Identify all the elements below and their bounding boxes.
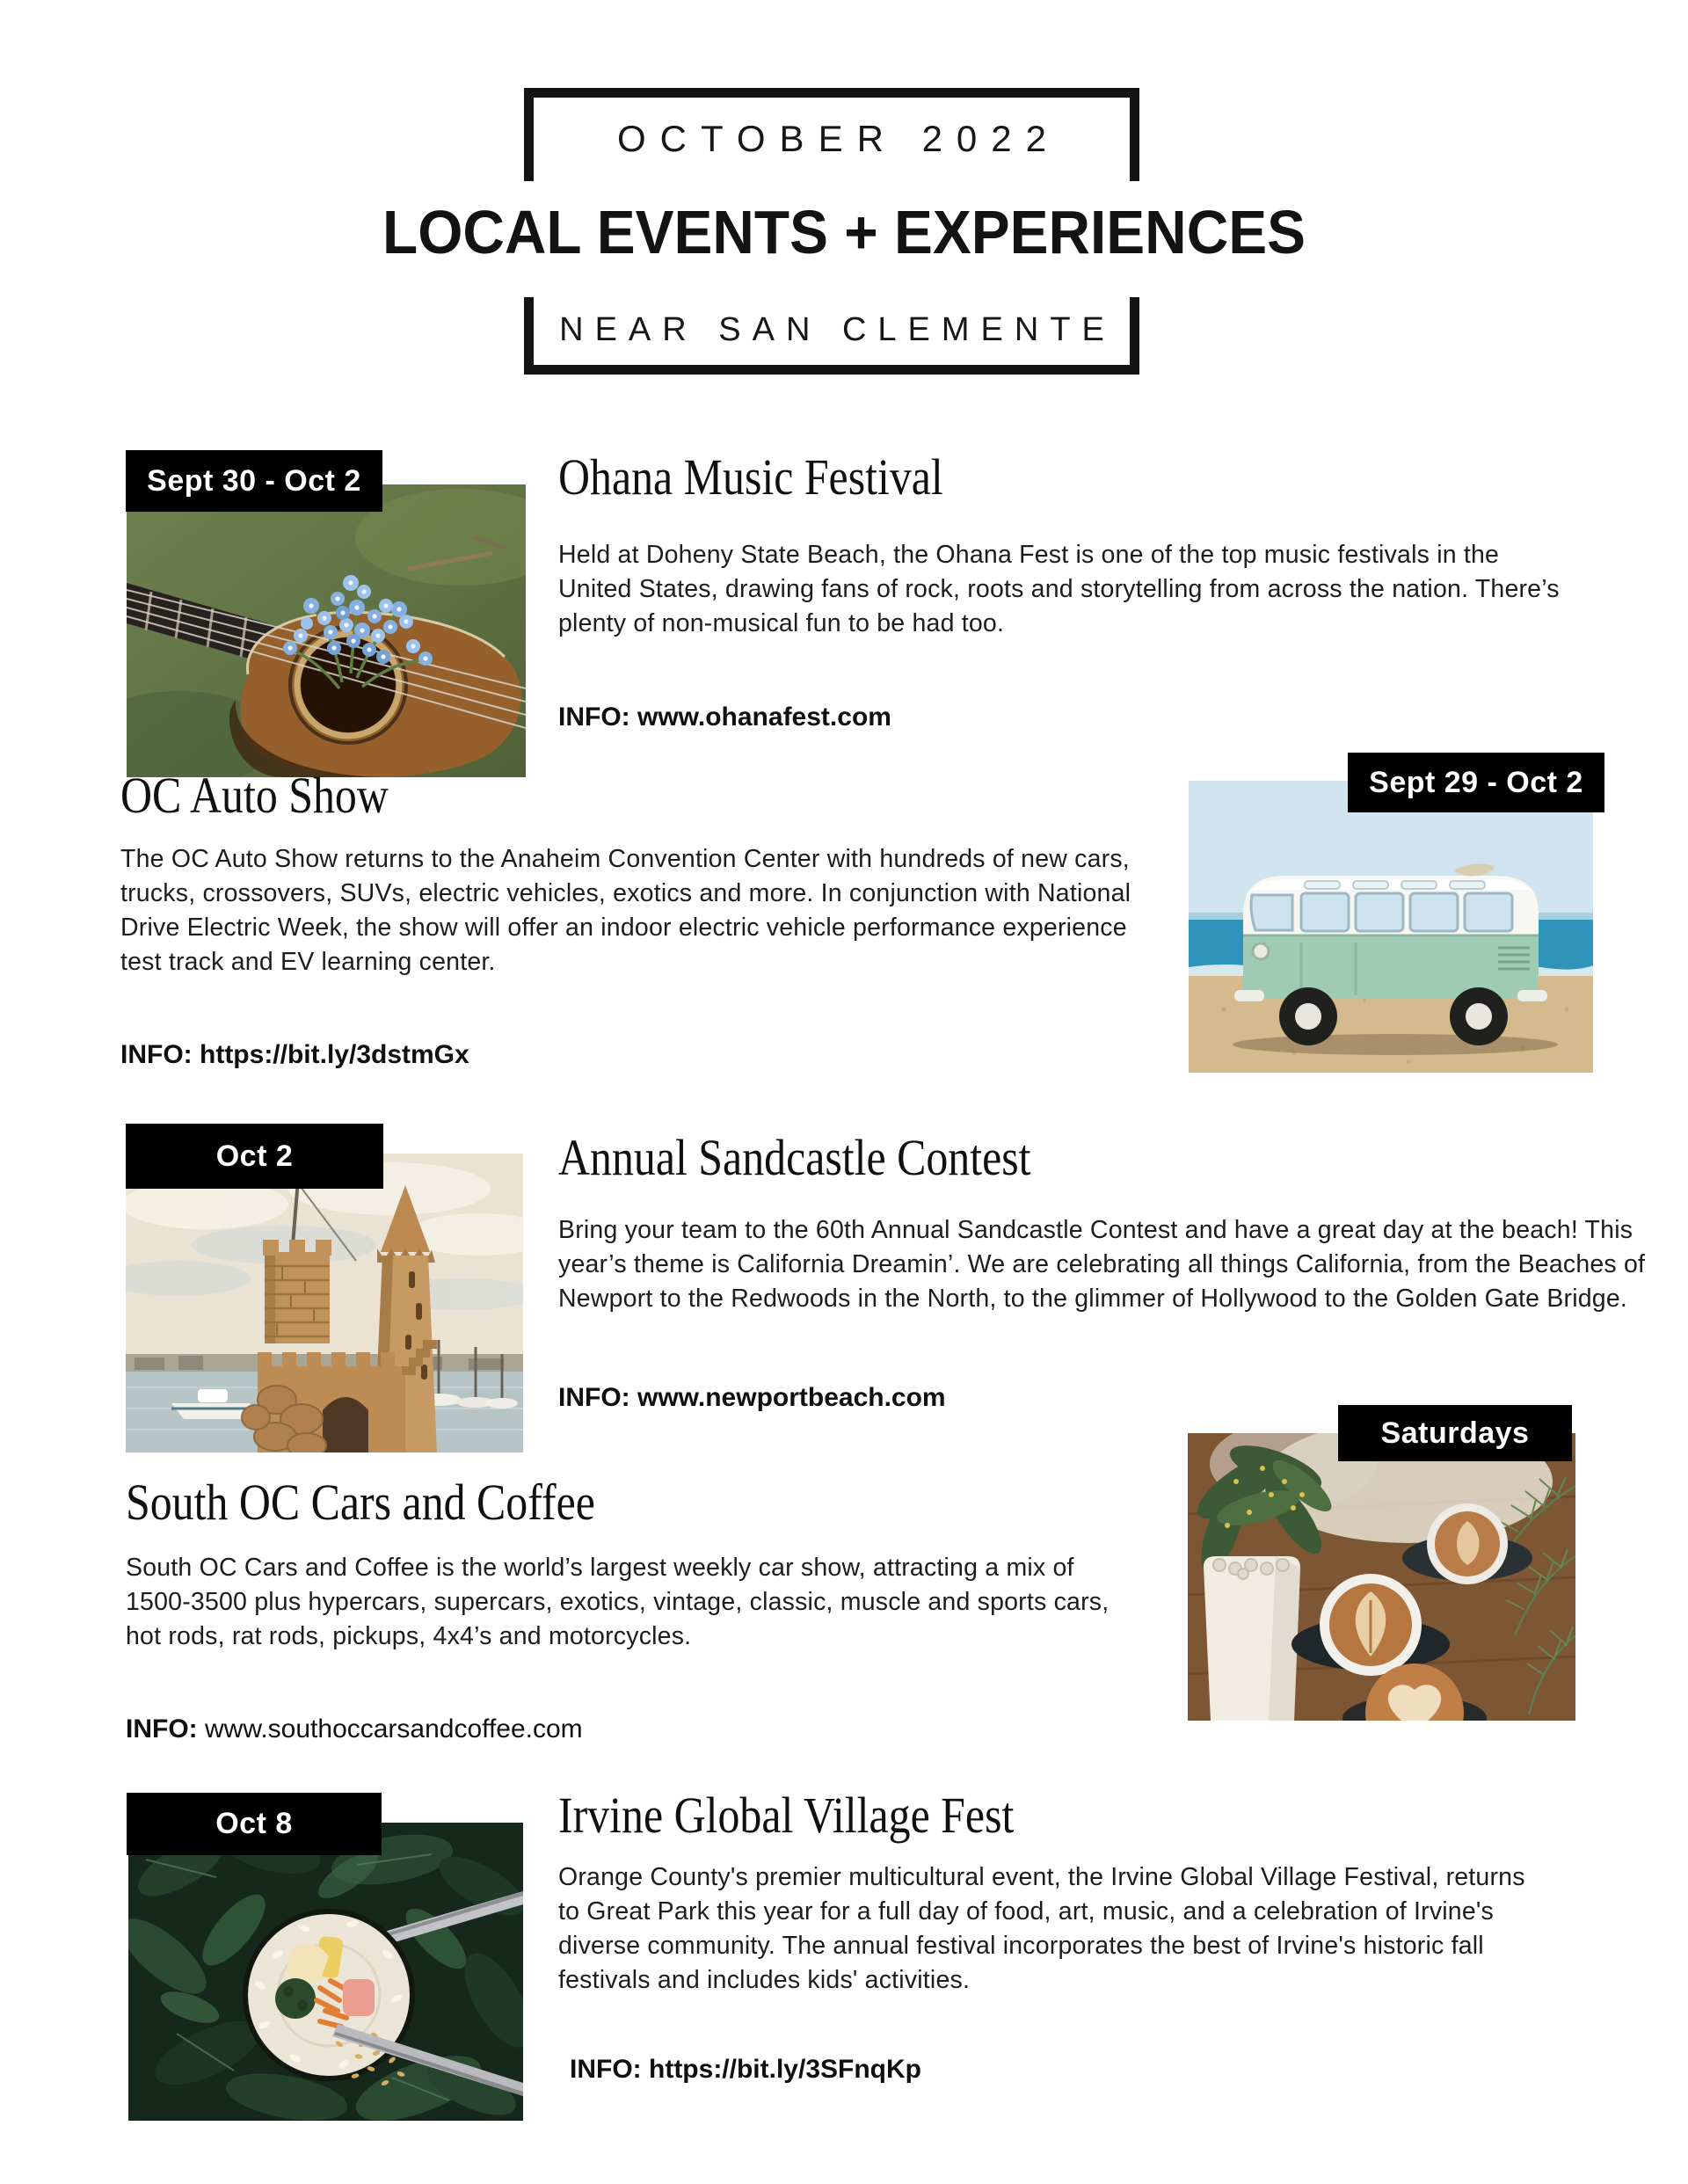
date-badge-sandcastle: Oct 2 (126, 1124, 383, 1189)
header-subtitle: NEAR SAN CLEMENTE (559, 311, 1116, 348)
event-description-irvine: Orange County's premier multicultural event, the Irvine Global Village Festival, returns to Great Park this year for a full day of food, art, music, and a celebration of Irvine's diverse community. The annual festival incorporates the best of Irvine's historic fall festivals and includes kids' activities. (558, 1863, 1525, 1994)
guitar-flowers-photo (127, 484, 526, 777)
info-url: www.newportbeach.com (637, 1383, 946, 1412)
event-title-ohana: Ohana Music Festival (558, 448, 943, 506)
info-label: INFO: (558, 1383, 630, 1412)
page-title: LOCAL EVENTS + EXPERIENCES (382, 198, 1306, 266)
event-description-ohana: Held at Doheny State Beach, the Ohana Fest is one of the top music festivals in the United States, drawing fans of rock, roots and storytelling from across the nation. There’s plenty of non-musical fun to be had too. (558, 541, 1560, 637)
event-description-sandcastle: Bring your team to the 60th Annual Sandcastle Contest and have a great day at the beach! This year’s theme is California Dreamin’. We are celebrating all things California, from the Beaches of Newport to the Redwoods in the North, to the glimmer of Hollywood to the Golden Gate Bridge. (558, 1216, 1646, 1313)
info-label: INFO: (126, 1714, 198, 1744)
event-title-sandcastle: Annual Sandcastle Contest (558, 1129, 1031, 1186)
info-url: www.southoccarsandcoffee.com (205, 1714, 583, 1744)
date-badge-carscoffee: Saturdays (1338, 1405, 1572, 1461)
info-label: INFO: (570, 2055, 642, 2084)
event-info-carscoffee (126, 1714, 583, 1744)
info-url: www.ohanafest.com (637, 703, 891, 732)
event-info-sandcastle (558, 1383, 946, 1413)
event-title-autoshow: OC Auto Show (120, 767, 389, 824)
date-badge-ohana: Sept 30 - Oct 2 (126, 450, 382, 512)
date-badge-irvine: Oct 8 (127, 1793, 382, 1855)
info-url: https://bit.ly/3dstmGx (200, 1040, 469, 1069)
coffee-latte-photo (1188, 1433, 1575, 1721)
event-title-irvine: Irvine Global Village Fest (558, 1787, 1015, 1844)
info-label: INFO: (558, 703, 630, 732)
event-description-autoshow: The OC Auto Show returns to the Anaheim Convention Center with hundreds of new cars, trucks, crossovers, SUVs, electric vehicles, exotics and more. In conjunction with National Drive Electric Week, the show will offer an indoor electric vehicle performance experience test track and EV learning center. (120, 845, 1131, 976)
info-url: https://bit.ly/3SFnqKp (649, 2055, 921, 2084)
event-info-irvine (570, 2055, 921, 2085)
event-title-carscoffee: South OC Cars and Coffee (126, 1474, 595, 1531)
event-description-carscoffee: South OC Cars and Coffee is the world’s largest weekly car show, attracting a mix of 1500-3500 plus hypercars, supercars, exotics, vintage, classic, muscle and sports cars, hot rods, rat rods, pickups, 4x4’s and motorcycles. (126, 1554, 1110, 1650)
header-eyebrow: OCTOBER 2022 (616, 118, 1061, 159)
info-label: INFO: (120, 1040, 193, 1069)
date-badge-autoshow: Sept 29 - Oct 2 (1348, 753, 1604, 812)
sushi-roll-photo (128, 1823, 523, 2121)
sandcastle-photo (126, 1154, 523, 1452)
event-info-ohana (558, 703, 891, 732)
event-info-autoshow (120, 1040, 469, 1070)
vw-bus-beach-photo (1189, 781, 1593, 1073)
